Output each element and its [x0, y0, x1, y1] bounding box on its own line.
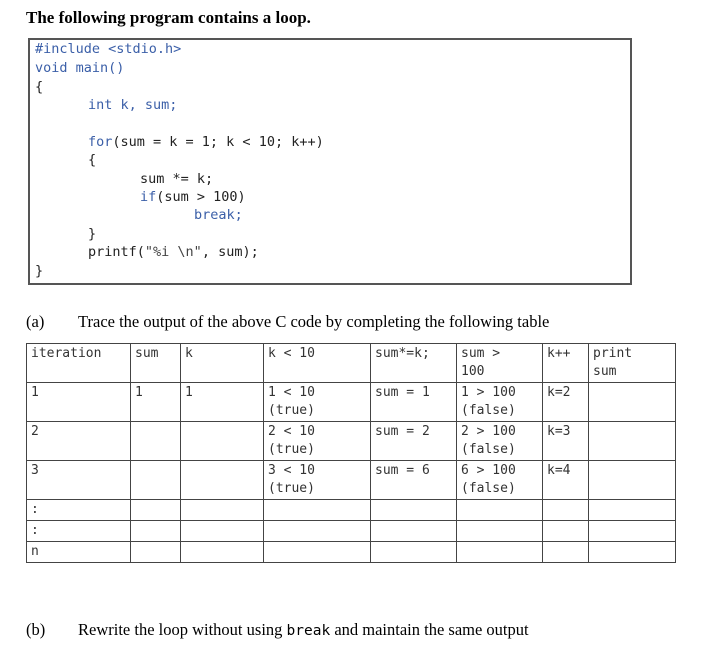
- question-a-label: (a): [26, 312, 45, 331]
- cell-k-increment[interactable]: [543, 500, 589, 521]
- header-k-lt-10: k < 10: [264, 344, 371, 383]
- if-keyword: if: [140, 189, 157, 205]
- cell-k-increment[interactable]: [543, 542, 589, 563]
- cell-k-lt-10[interactable]: [264, 521, 371, 542]
- cell-iteration: :: [27, 521, 131, 542]
- code-line-open-brace: {: [35, 79, 44, 95]
- cell-sum[interactable]: [131, 521, 181, 542]
- cell-k[interactable]: [181, 461, 264, 500]
- question-b-text-before: Rewrite the loop without using: [78, 620, 287, 639]
- cell-k-lt-10: 2 < 10 (true): [264, 422, 371, 461]
- question-a-text: Trace the output of the above C code by completing the following table: [78, 312, 550, 331]
- cell-iteration: 3: [27, 461, 131, 500]
- cell-sum-times-k[interactable]: [371, 500, 457, 521]
- cell-sum-gt-100: 1 > 100 (false): [457, 383, 543, 422]
- code-line-close-brace: }: [35, 263, 44, 279]
- cell-sum-gt-100[interactable]: [457, 521, 543, 542]
- cell-print-sum[interactable]: [589, 383, 676, 422]
- code-line-multiply: sum *= k;: [140, 171, 214, 187]
- cell-sum-gt-100: 6 > 100 (false): [457, 461, 543, 500]
- cell-sum[interactable]: [131, 542, 181, 563]
- cell-sum-gt-100[interactable]: [457, 500, 543, 521]
- cell-k: 1: [181, 383, 264, 422]
- header-k-increment: k++: [543, 344, 589, 383]
- cell-sum: 1: [131, 383, 181, 422]
- cell-print-sum[interactable]: [589, 542, 676, 563]
- header-iteration: iteration: [27, 344, 131, 383]
- cell-k-lt-10: 1 < 10 (true): [264, 383, 371, 422]
- cell-sum-times-k: sum = 2: [371, 422, 457, 461]
- cell-sum-times-k[interactable]: [371, 542, 457, 563]
- printf-format: "%i \n": [144, 244, 202, 260]
- if-condition: (sum > 100): [156, 189, 246, 205]
- cell-sum-times-k: sum = 1: [371, 383, 457, 422]
- question-b-label: (b): [26, 620, 46, 639]
- table-row: [27, 542, 676, 563]
- cell-iteration: n: [27, 542, 131, 563]
- table-row: [27, 422, 676, 461]
- code-line-if: [140, 188, 246, 206]
- cell-k[interactable]: [181, 500, 264, 521]
- for-keyword: for: [88, 134, 113, 150]
- code-line-declaration: int k, sum;: [88, 97, 178, 113]
- for-header: (sum = k = 1; k < 10; k++): [112, 134, 324, 150]
- cell-iteration: 1: [27, 383, 131, 422]
- code-line-printf: [88, 243, 259, 261]
- cell-iteration: :: [27, 500, 131, 521]
- cell-k-increment[interactable]: [543, 521, 589, 542]
- cell-print-sum[interactable]: [589, 521, 676, 542]
- cell-k-increment: k=4: [543, 461, 589, 500]
- cell-sum-times-k[interactable]: [371, 521, 457, 542]
- code-block: [28, 38, 632, 285]
- header-sum: sum: [131, 344, 181, 383]
- cell-print-sum[interactable]: [589, 422, 676, 461]
- cell-iteration: 2: [27, 422, 131, 461]
- code-line-include: #include <stdio.h>: [35, 41, 182, 57]
- cell-k[interactable]: [181, 521, 264, 542]
- code-line-for-close: }: [88, 226, 97, 242]
- table-header-row: [27, 344, 676, 383]
- table-row: [27, 383, 676, 422]
- question-b-code-word: break: [286, 623, 331, 639]
- cell-sum-times-k: sum = 6: [371, 461, 457, 500]
- cell-sum-gt-100: 2 > 100 (false): [457, 422, 543, 461]
- cell-sum-gt-100[interactable]: [457, 542, 543, 563]
- cell-sum[interactable]: [131, 500, 181, 521]
- question-b-text-after: and maintain the same output: [330, 620, 529, 639]
- cell-k[interactable]: [181, 422, 264, 461]
- trace-table: [26, 343, 676, 563]
- code-line-break: break;: [194, 207, 243, 223]
- table-row: [27, 500, 676, 521]
- header-sum-gt-100: sum > 100: [457, 344, 543, 383]
- code-line-for: [88, 133, 324, 151]
- table-row: [27, 461, 676, 500]
- cell-k-increment: k=3: [543, 422, 589, 461]
- cell-print-sum[interactable]: [589, 461, 676, 500]
- cell-k[interactable]: [181, 542, 264, 563]
- header-print-sum: print sum: [589, 344, 676, 383]
- cell-k-lt-10: 3 < 10 (true): [264, 461, 371, 500]
- cell-k-increment: k=2: [543, 383, 589, 422]
- printf-call: printf(: [88, 244, 145, 260]
- cell-sum[interactable]: [131, 422, 181, 461]
- cell-print-sum[interactable]: [589, 500, 676, 521]
- code-line-main: void main(): [35, 60, 125, 76]
- cell-sum[interactable]: [131, 461, 181, 500]
- header-k: k: [181, 344, 264, 383]
- table-row: [27, 521, 676, 542]
- header-sum-times-k: sum*=k;: [371, 344, 457, 383]
- cell-k-lt-10[interactable]: [264, 500, 371, 521]
- page-heading: The following program contains a loop.: [26, 8, 311, 27]
- code-line-for-open: {: [88, 152, 97, 168]
- cell-k-lt-10[interactable]: [264, 542, 371, 563]
- question-b-text: [78, 620, 529, 640]
- printf-args: , sum);: [201, 244, 259, 260]
